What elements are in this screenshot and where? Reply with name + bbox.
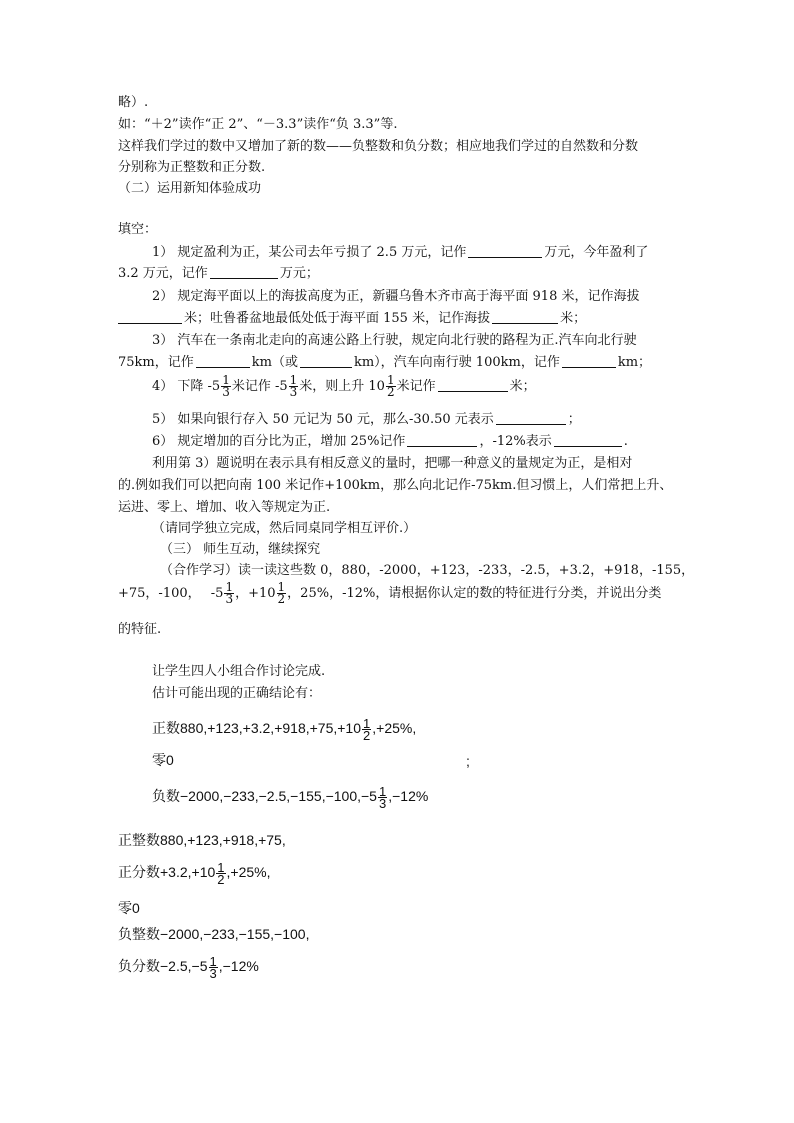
- q6-text-c: .: [623, 434, 628, 449]
- result-negative-fractions: [118, 948, 259, 984]
- negative-text-a: 负数−2000,−233,−2.5,−155,−100,−5: [152, 788, 377, 804]
- fill-heading: 填空：: [118, 222, 158, 237]
- result-negative-integers: 负整数−2000,−233,−155,−100,: [118, 926, 310, 942]
- q6-blank-1[interactable]: [407, 434, 477, 447]
- q2-blank-1[interactable]: [118, 311, 182, 324]
- positive-text-b: ,+25%,: [372, 720, 417, 736]
- q2-text-c: 米；: [560, 311, 587, 326]
- result-semicolon: ;: [466, 753, 470, 769]
- intro-line-4: 分别称为正整数和正分数.: [118, 160, 266, 175]
- q5-blank[interactable]: [496, 412, 566, 425]
- explain-line-2: 的.例如我们可以把向南 100 米记作+100km，那么向北记作-75km.但习惯上，人们常把上升、: [118, 478, 673, 493]
- negfrac-text-b: ,−12%: [218, 958, 259, 974]
- q4-fraction-3: $\frac{1}{2}$: [386, 373, 395, 399]
- question-5: [152, 412, 581, 428]
- q4-blank[interactable]: [438, 379, 508, 392]
- question-3-line-2: [118, 355, 651, 371]
- q3-blank-3[interactable]: [562, 355, 616, 368]
- question-6: [152, 434, 628, 450]
- posfrac-fraction: $\frac{1}{2}$: [217, 859, 225, 887]
- q1-text-d: 万元；: [279, 266, 319, 281]
- question-2-line-2: [118, 311, 586, 327]
- discussion-line-2: 估计可能出现的正确结论有：: [152, 686, 322, 701]
- q3-text-d: km），汽车向南行驶 100km，记作: [353, 355, 560, 370]
- explain-line-3: 运进、零上、增加、收入等规定为正.: [118, 500, 331, 515]
- q3-text-b: 75km，记作: [118, 355, 194, 370]
- explain-line-1: 利用第 3）题说明在表示具有相反意义的量时，把哪一种意义的量规定为正，是相对: [152, 456, 633, 471]
- question-1-line-2: [118, 266, 319, 282]
- question-4: [152, 372, 536, 402]
- question-3-line-1: 3） 汽车在一条南北走向的高速公路上行驶，规定向北行驶的路程为正.汽车向北行驶: [152, 333, 637, 348]
- part3-text-d: ，25%，-12%，请根据你认定的数的特征进行分类，并说出分类: [287, 586, 662, 601]
- q1-text-a: 1） 规定盈利为正，某公司去年亏损了 2.5 万元，记作: [152, 245, 467, 260]
- q4-text-e: 米；: [509, 379, 536, 394]
- part3-line-1: （合作学习）读一读这些数 0，880，-2000，+123，-233，-2.5，+3.2，+918，-155，: [160, 563, 695, 578]
- q4-fraction-2: $\frac{1}{3}$: [289, 373, 298, 399]
- negfrac-text-a: 负分数−2.5,−5: [118, 958, 208, 974]
- q6-text-a: 6） 规定增加的百分比为正，增加 25%记作: [152, 434, 406, 449]
- result-zero-2: 零0: [118, 900, 140, 916]
- part3-text-c: ，+10: [235, 586, 276, 601]
- posfrac-text-a: 正分数+3.2,+10: [118, 864, 216, 880]
- q1-text-c: 3.2 万元，记作: [118, 266, 208, 281]
- result-positive: [152, 710, 416, 746]
- part3-fraction-2: $\frac{1}{2}$: [277, 580, 286, 606]
- positive-text-a: 正数880,+123,+3.2,+918,+75,+10: [152, 720, 362, 736]
- q3-text-c: km（或: [251, 355, 298, 370]
- result-positive-integers: 正整数880,+123,+918,+75,: [118, 832, 286, 848]
- q1-blank-2[interactable]: [210, 266, 278, 279]
- result-zero: 零0: [152, 752, 174, 768]
- q1-text-b: 万元，今年盈利了: [544, 245, 649, 260]
- intro-line-1: 略）.: [118, 95, 149, 110]
- q6-blank-2[interactable]: [554, 434, 622, 447]
- section-heading-2: （二）运用新知体验成功: [118, 181, 262, 196]
- q3-blank-1[interactable]: [196, 355, 250, 368]
- q5-text-a: 5） 如果向银行存入 50 元记为 50 元，那么-30.50 元表示: [152, 412, 494, 427]
- discussion-line-1: 让学生四人小组合作讨论完成.: [152, 664, 326, 679]
- positive-fraction: $\frac{1}{2}$: [363, 715, 371, 743]
- intro-line-3: 这样我们学过的数中又增加了新的数——负整数和负分数；相应地我们学过的自然数和分数: [118, 139, 639, 154]
- q1-blank-1[interactable]: [468, 245, 542, 258]
- intro-line-2: 如：“＋2”读作“正 2”、“－3.3”读作“负 3.3”等.: [118, 117, 398, 132]
- q3-blank-2[interactable]: [300, 355, 352, 368]
- question-1-line-1: [152, 245, 648, 261]
- q2-text-b: 米；吐鲁番盆地最低处低于海平面 155 米，记作海拔: [184, 311, 491, 326]
- part3-text-b: -5: [210, 586, 224, 601]
- posfrac-text-b: ,+25%,: [226, 864, 271, 880]
- q6-text-b: ，-12%表示: [479, 434, 552, 449]
- explain-line-4: （请同学独立完成，然后同桌同学相互评价.）: [152, 521, 417, 536]
- q4-text-d: 米记作: [396, 379, 436, 394]
- negative-fraction: $\frac{1}{3}$: [378, 783, 387, 811]
- part3-text-a: +75，-100，: [118, 586, 201, 601]
- q4-text-b: 米记作 -5: [231, 379, 288, 394]
- part3-line-2: [118, 578, 661, 610]
- section-heading-3: （三） 师生互动，继续探究: [160, 542, 321, 557]
- q4-text-a: 4） 下降 -5: [152, 379, 221, 394]
- q4-fraction-1: $\frac{1}{3}$: [222, 373, 230, 399]
- q2-blank-2[interactable]: [492, 311, 558, 324]
- result-negative: [152, 778, 428, 814]
- part3-line-3: 的特征.: [118, 622, 162, 637]
- negative-text-b: ,−12%: [388, 788, 429, 804]
- result-positive-fractions: [118, 854, 271, 890]
- negfrac-fraction: $\frac{1}{3}$: [209, 953, 217, 981]
- q5-text-b: ；: [567, 412, 581, 427]
- q3-text-e: km；: [617, 355, 652, 370]
- part3-fraction-1: $\frac{1}{3}$: [225, 580, 234, 606]
- question-2-line-1: 2） 规定海平面以上的海拔高度为正，新疆乌鲁木齐市高于海平面 918 米，记作海拔: [152, 289, 640, 304]
- q4-text-c: 米，则上升 10: [299, 379, 385, 394]
